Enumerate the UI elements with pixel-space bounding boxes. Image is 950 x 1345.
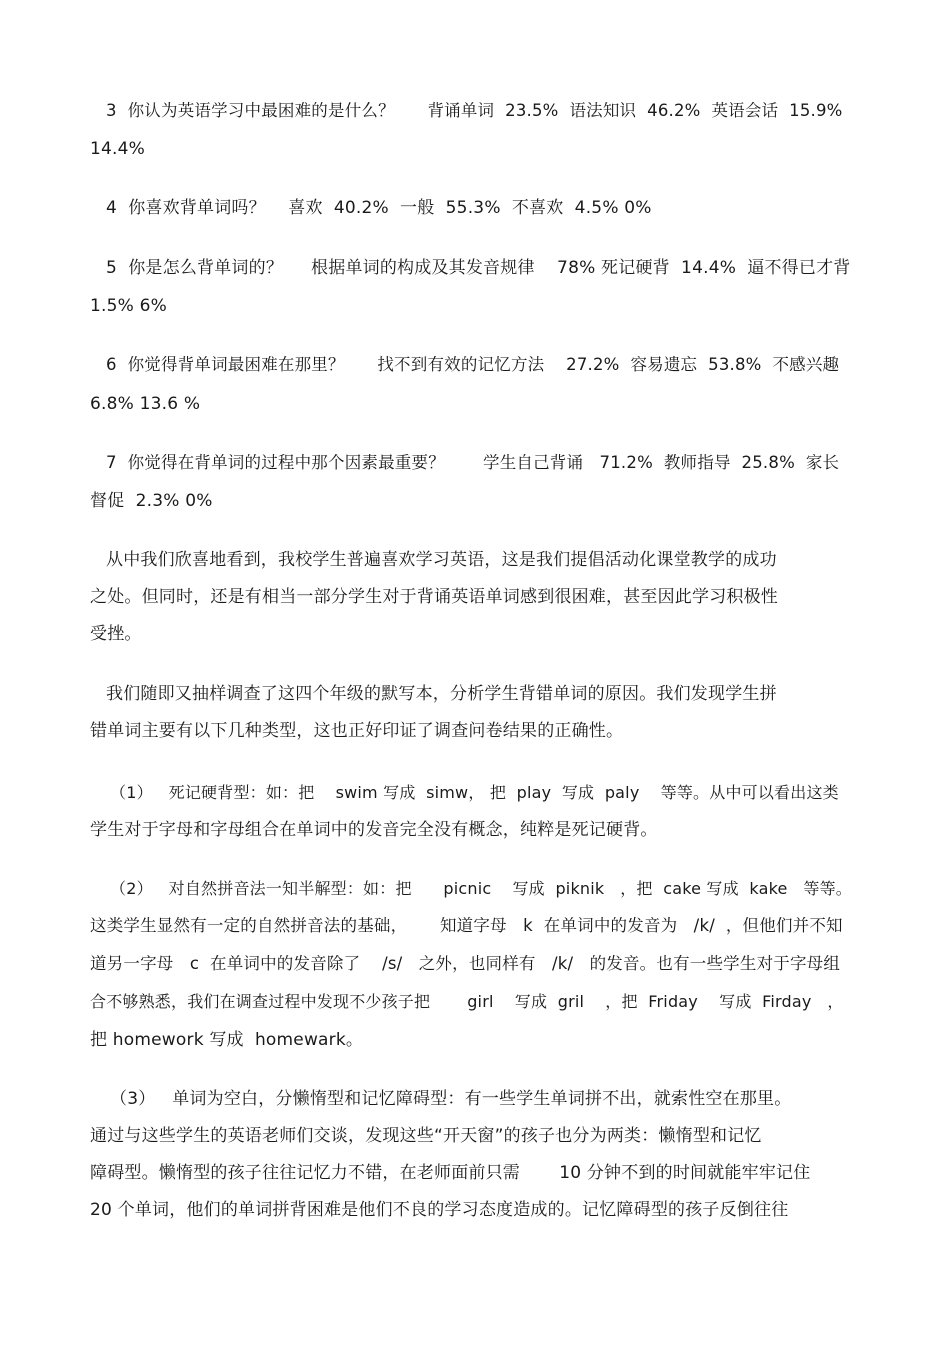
paragraph-line: 我们随即又抽样调查了这四个年级的默写本，分析学生背错单词的原因。我们发现学生拼: [106, 684, 777, 704]
survey-q7-line1: 7 你觉得在背单词的过程中那个因素最重要？ 学生自己背诵 71.2% 教师指导 25.8% 家长: [106, 453, 840, 472]
survey-q4-line1: 4 你喜欢背单词吗？ 喜欢 40.2% 一般 55.3% 不喜欢 4.5% 0%: [106, 198, 652, 218]
paragraph-line: 这类学生显然有一定的自然拼音法的基础， 知道字母 k 在单词中的发音为 /k/ ，但他们并不知: [90, 916, 843, 935]
survey-q7-line2: 督促 2.3% 0%: [90, 491, 213, 511]
paragraph-line: 合不够熟悉，我们在调查过程中发现不少孩子把 girl 写成 gril ，把 Friday 写成 Firday ，: [90, 992, 844, 1011]
paragraph-line: （3） 单词为空白，分懒惰型和记忆障碍型：有一些学生单词拼不出，就索性空在那里。: [110, 1089, 792, 1109]
paragraph-line: 通过与这些学生的英语老师们交谈，发现这些“开天窗”的孩子也分为两类：懒惰型和记忆: [90, 1126, 762, 1146]
survey-q6-line2: 6.8% 13.6 %: [90, 394, 201, 414]
paragraph-line: 从中我们欣喜地看到，我校学生普遍喜欢学习英语，这是我们提倡活动化课堂教学的成功: [106, 550, 777, 570]
paragraph-line: （1） 死记硬背型：如：把 swim 写成 simw， 把 play 写成 paly 等等。从中可以看出这类: [110, 783, 839, 802]
survey-q5-line2: 1.5% 6%: [90, 296, 167, 316]
paragraph-line: 20 个单词，他们的单词拼背困难是他们不良的学习态度造成的。记忆障碍型的孩子反倒往往: [90, 1200, 789, 1220]
paragraph-line: 把 homework 写成 homewark。: [90, 1030, 364, 1050]
paragraph-line: 学生对于字母和字母组合在单词中的发音完全没有概念，纯粹是死记硬背。: [90, 820, 658, 840]
survey-q6-line1: 6 你觉得背单词最困难在那里？ 找不到有效的记忆方法 27.2% 容易遗忘 53.8% 不感兴趣: [106, 355, 840, 374]
paragraph-line: 道另一字母 c 在单词中的发音除了 /s/ 之外，也同样有 /k/ 的发音。也有一些学生对于字母组: [90, 954, 841, 973]
paragraph-line: （2） 对自然拼音法一知半解型：如：把 picnic 写成 piknik ，把 cake 写成 kake 等等。: [110, 879, 852, 898]
paragraph-line: 错单词主要有以下几种类型，这也正好印证了调查问卷结果的正确性。: [90, 721, 624, 741]
survey-q3-line1: 3 你认为英语学习中最困难的是什么？ 背诵单词 23.5% 语法知识 46.2% 英语会话 15.9%: [106, 101, 843, 120]
paragraph-line: 受挫。: [90, 624, 142, 644]
paragraph-line: 障碍型。懒惰型的孩子往往记忆力不错，在老师面前只需 10 分钟不到的时间就能牢牢记住: [90, 1163, 811, 1183]
survey-q5-line1: 5 你是怎么背单词的？ 根据单词的构成及其发音规律 78% 死记硬背 14.4% 逼不得已才背: [106, 258, 851, 278]
survey-q3-line2: 14.4%: [90, 139, 146, 159]
paragraph-line: 之处。但同时，还是有相当一部分学生对于背诵英语单词感到很困难，甚至因此学习积极性: [90, 587, 778, 607]
